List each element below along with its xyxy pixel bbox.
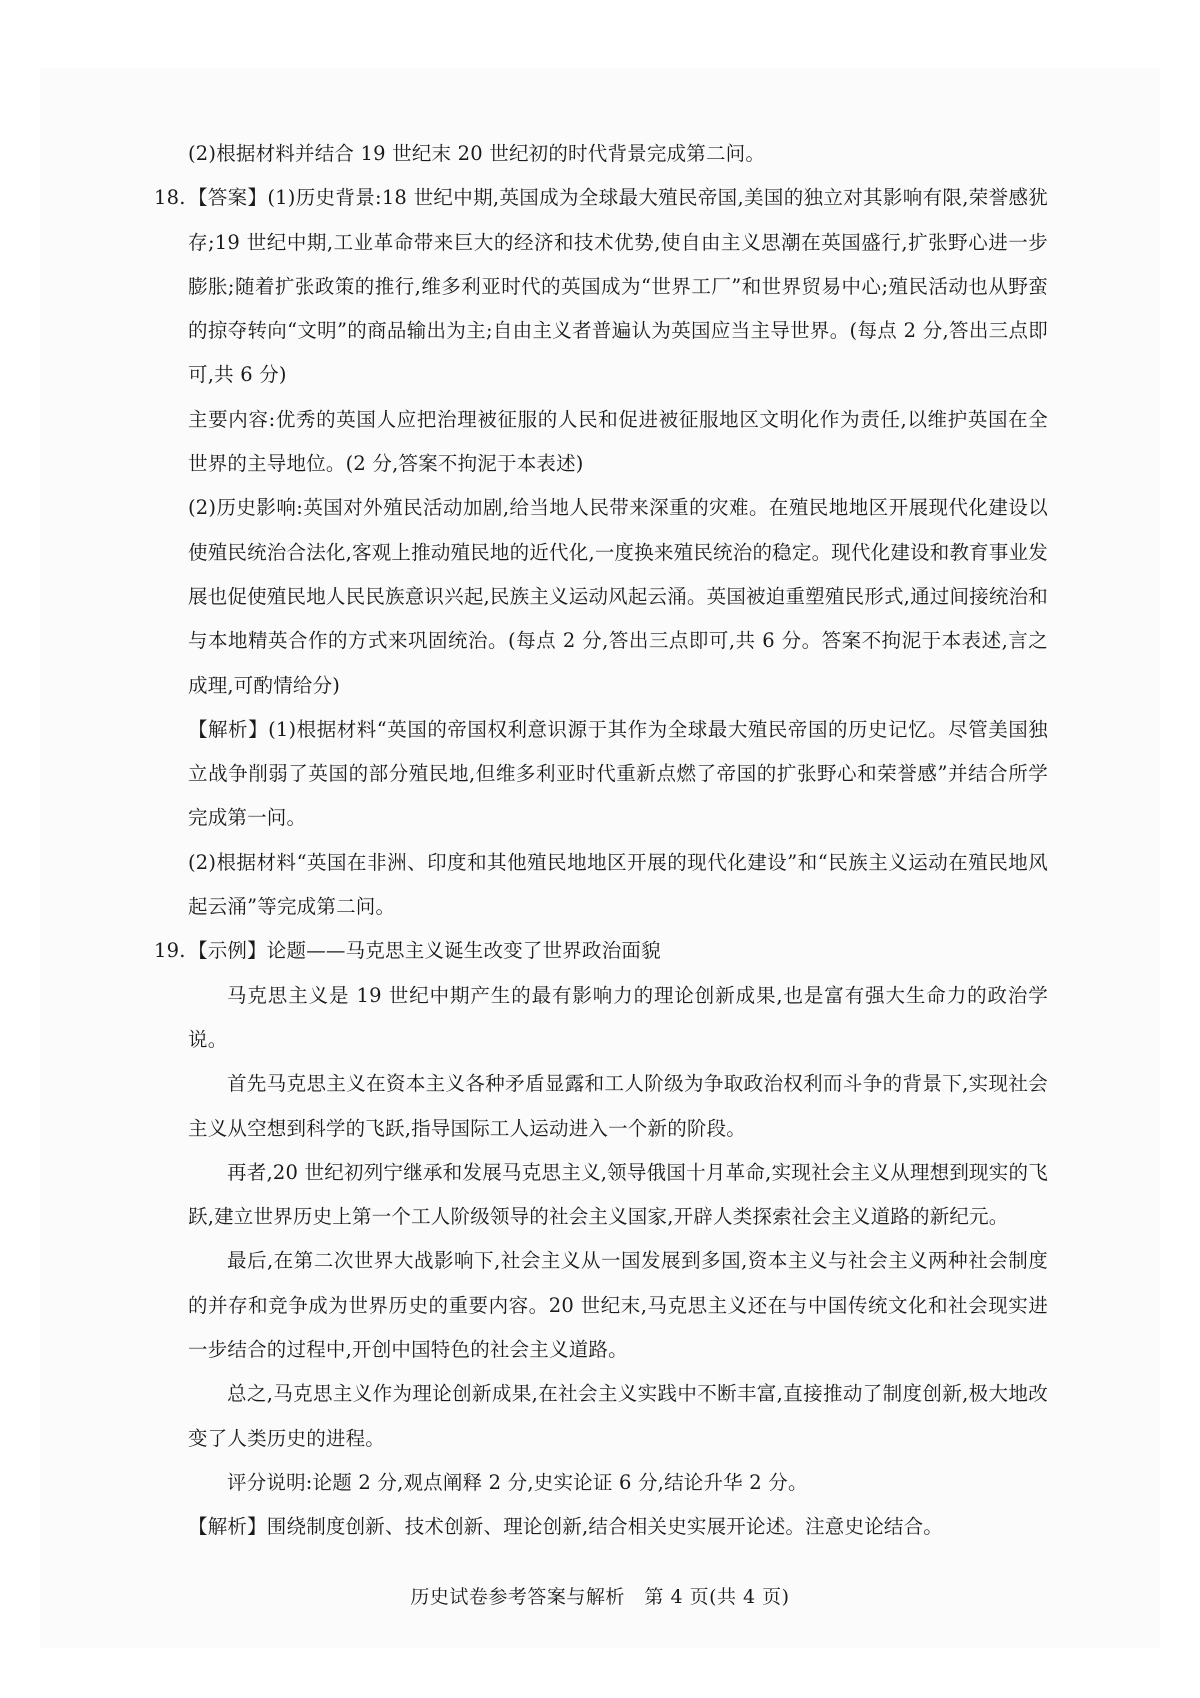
- page-footer: 历史试卷参考答案与解析 第 4 页(共 4 页): [410, 1586, 790, 1608]
- q18-answer-part2: (2)历史影响:英国对外殖民活动加剧,给当地人民带来深重的灾难。在殖民地地区开展现代化建设以使殖民统治合法化,客观上推动殖民地的近代化,一度换来殖民统治的稳定。现代化建设和教育事业发展也促使殖民地人民民族意识兴起,民族主义运动风起云涌。英国被迫重塑殖民形式,通过间接统治和与本地精英合作的方式来巩固统治。(每点 2 分,答出三点即可,共 6 分。答案不拘泥于本表述,言之成理,可酌情给分): [188, 496, 1048, 697]
- q19-analysis: 【解析】围绕制度创新、技术创新、理论创新,结合相关史实展开论述。注意史论结合。: [188, 1515, 943, 1539]
- answer-content: [154, 132, 1048, 1550]
- q19-paragraph-second: 再者,20 世纪初列宁继承和发展马克思主义,领导俄国十月革命,实现社会主义从理想到现实的飞跃,建立世界历史上第一个工人阶级领导的社会主义国家,开辟人类探索社会主义道路的新纪元。: [188, 1160, 1048, 1229]
- q19-example-title: 【示例】论题——马克思主义诞生改变了世界政治面貌: [188, 939, 661, 963]
- question-18: [154, 176, 1048, 929]
- q18-analysis-part1: 【解析】(1)根据材料“英国的帝国权利意识源于其作为全球最大殖民帝国的历史记忆。尽管美国独立战争削弱了英国的部分殖民地,但维多利亚时代重新点燃了帝国的扩张野心和荣誉感”并结合所学完成第一问。: [188, 717, 1048, 830]
- q19-scoring-note: 评分说明:论题 2 分,观点阐释 2 分,史实论证 6 分,结论升华 2 分。: [227, 1470, 808, 1494]
- q18-answer-part1: 【答案】(1)历史背景:18 世纪中期,英国成为全球最大殖民帝国,美国的独立对其影响有限,荣誉感犹存;19 世纪中期,工业革命带来巨大的经济和技术优势,使自由主义思潮在英国盛行,扩张野心进一步膨胀;随着扩张政策的推行,维多利亚时代的英国成为“世界工厂”和世界贸易中心;殖民活动也从野蛮的掠夺转向“文明”的商品输出为主;自由主义者普遍认为英国应当主导世界。(每点 2 分,答出三点即可,共 6 分): [188, 186, 1048, 387]
- q19-paragraph-intro: 马克思主义是 19 世纪中期产生的最有影响力的理论创新成果,也是富有强大生命力的政治学说。: [188, 983, 1048, 1051]
- q19-paragraph-conclusion: 总之,马克思主义作为理论创新成果,在社会主义实践中不断丰富,直接推动了制度创新,极大地改变了人类历史的进程。: [188, 1382, 1048, 1450]
- q19-paragraph-first: 首先马克思主义在资本主义各种矛盾显露和工人阶级为争取政治权利而斗争的背景下,实现社会主义从空想到科学的飞跃,指导国际工人运动进入一个新的阶段。: [188, 1072, 1048, 1140]
- q17-part2-analysis: (2)根据材料并结合 19 世纪末 20 世纪初的时代背景完成第二问。: [188, 142, 766, 165]
- q19-paragraph-third: 最后,在第二次世界大战影响下,社会主义从一国发展到多国,资本主义与社会主义两种社会制度的并存和竞争成为世界历史的重要内容。20 世纪末,马克思主义还在与中国传统文化和社会现实进一步结合的过程中,开创中国特色的社会主义道路。: [188, 1249, 1048, 1362]
- q18-analysis-part2: (2)根据材料“英国在非洲、印度和其他殖民地地区开展的现代化建设”和“民族主义运动在殖民地风起云涌”等完成第二问。: [188, 850, 1048, 919]
- q18-answer-main-content: 主要内容:优秀的英国人应把治理被征服的人民和促进被征服地区文明化作为责任,以维护英国在全世界的主导地位。(2 分,答案不拘泥于本表述): [188, 407, 1048, 476]
- question-18-number: 18.: [154, 186, 186, 210]
- question-19-number: 19.: [154, 939, 186, 963]
- question-19: [154, 929, 1048, 1549]
